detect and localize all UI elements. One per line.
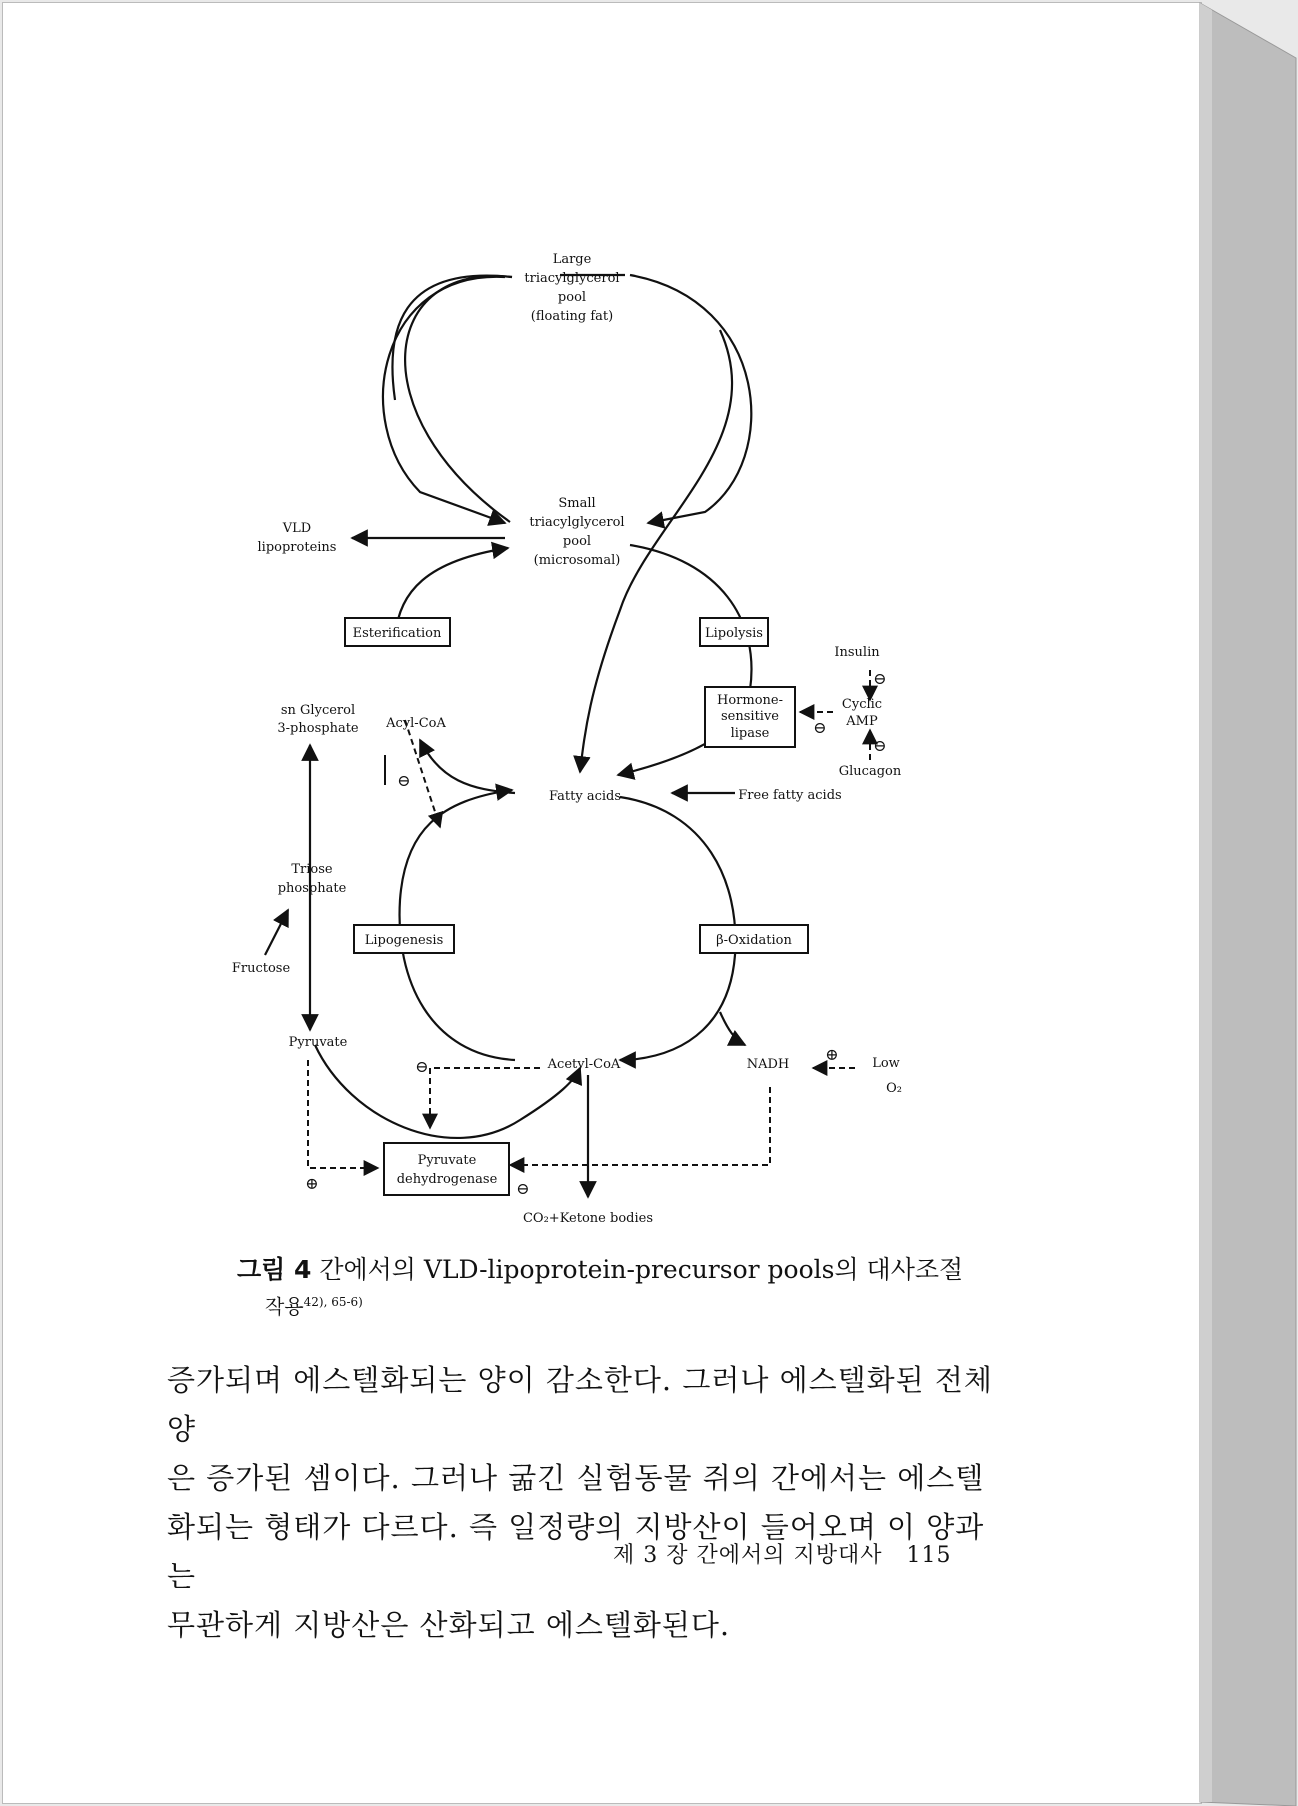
fatty-acids-label: Fatty acids bbox=[549, 789, 621, 804]
low-o2-label-1: Low bbox=[872, 1056, 900, 1071]
large-pool-label-2: triacylglycerol bbox=[524, 271, 620, 286]
plus-nadh-icon: ⊕ bbox=[825, 1045, 839, 1064]
free-fatty-acids-label: Free fatty acids bbox=[738, 788, 842, 803]
lipogenesis-label: Lipogenesis bbox=[364, 933, 444, 948]
body-line-1: 증가되며 에스텔화되는 양이 감소한다. 그러나 에스텔화된 전체양 bbox=[167, 1363, 993, 1446]
large-pool-label-4: (floating fat) bbox=[530, 309, 614, 324]
body-line-3: 화되는 형태가 다르다. 즉 일정량의 지방산이 들어오며 이 양과는 bbox=[167, 1510, 985, 1593]
low-o2-label-2: O₂ bbox=[886, 1081, 902, 1096]
minus-insulin-icon: ⊖ bbox=[873, 669, 887, 688]
plus-pdh-icon: ⊕ bbox=[305, 1174, 319, 1193]
pyruvate-dehydrogenase-box bbox=[384, 1143, 509, 1195]
pyruvate-label: Pyruvate bbox=[288, 1035, 348, 1050]
small-pool-label-1: Small bbox=[558, 496, 596, 511]
figure-caption bbox=[237, 1254, 963, 1323]
figure-label: 그림 4 bbox=[237, 1255, 312, 1284]
large-pool-label-1: Large bbox=[552, 252, 592, 267]
triose-label-2: phosphate bbox=[277, 881, 347, 896]
sn-glycerol-label-2: 3-phosphate bbox=[277, 721, 359, 736]
page-number: 115 bbox=[906, 1543, 952, 1568]
fructose-label: Fructose bbox=[231, 961, 291, 976]
vld-label-1: VLD bbox=[282, 521, 312, 536]
hsl-label-1: Hormone- bbox=[717, 693, 783, 708]
arc-pyruvate-to-acetyl bbox=[315, 1045, 580, 1138]
figure-caption-text: 간에서의 VLD-lipoprotein-precursor pools의 대사조절 bbox=[319, 1255, 964, 1284]
triose-label-1: Triose bbox=[291, 862, 333, 877]
beta-oxidation-label: β-Oxidation bbox=[716, 933, 792, 948]
minus-pdh-top-icon: ⊖ bbox=[415, 1057, 429, 1076]
nadh-label: NADH bbox=[746, 1057, 790, 1072]
acyl-coa-label: Acyl-CoA bbox=[386, 716, 446, 731]
page-footer bbox=[613, 1538, 951, 1569]
caption-references: 42), 65-6) bbox=[303, 1295, 363, 1309]
small-pool-label-4: (microsomal) bbox=[533, 553, 621, 568]
body-line-2: 은 증가된 셈이다. 그러나 굶긴 실험동물 쥐의 간에서는 에스텔 bbox=[167, 1461, 985, 1495]
acetyl-coa-label: Acetyl-CoA bbox=[547, 1057, 621, 1072]
cyclic-amp-label-1: Cyclic bbox=[841, 697, 883, 712]
glucagon-label: Glucagon bbox=[838, 764, 902, 779]
caption-continuation-word: 작용 bbox=[265, 1294, 304, 1319]
body-paragraph bbox=[167, 1356, 1002, 1650]
pdh-label-2: dehydrogenase bbox=[396, 1172, 498, 1187]
arrow-fructose bbox=[265, 910, 288, 955]
body-line-4: 무관하게 지방산은 산화되고 에스텔화된다. bbox=[167, 1608, 731, 1642]
arc-large-to-small bbox=[383, 277, 505, 523]
esterification-label: Esterification bbox=[352, 626, 442, 641]
chapter-title: 제 3 장 간에서의 지방대사 bbox=[613, 1543, 883, 1568]
co2-ketone-label: CO₂+Ketone bodies bbox=[522, 1211, 654, 1226]
arc-top-left bbox=[405, 276, 512, 522]
lipolysis-label: Lipolysis bbox=[705, 626, 763, 641]
figure-caption-continuation bbox=[237, 1286, 963, 1323]
hsl-label-3: lipase bbox=[730, 726, 770, 741]
small-pool-label-3: pool bbox=[562, 534, 592, 549]
cyclic-amp-label-2: AMP bbox=[846, 714, 878, 729]
arc-top-right bbox=[630, 275, 751, 523]
minus-glucagon-icon: ⊖ bbox=[873, 736, 887, 755]
pdh-label-1: Pyruvate bbox=[417, 1153, 477, 1168]
minus-acyl-icon: ⊖ bbox=[397, 771, 411, 790]
large-pool-label-3: pool bbox=[557, 290, 587, 305]
small-pool-label-2: triacylglycerol bbox=[529, 515, 625, 530]
minus-pdh-right-icon: ⊖ bbox=[516, 1179, 530, 1198]
insulin-label: Insulin bbox=[834, 645, 880, 660]
vld-label-2: lipoproteins bbox=[257, 540, 337, 555]
minus-hsl-icon: ⊖ bbox=[813, 718, 827, 737]
hsl-label-2: sensitive bbox=[721, 709, 779, 724]
arrow-to-acyl-coa bbox=[420, 740, 515, 793]
sn-glycerol-label-1: sn Glycerol bbox=[280, 703, 356, 718]
